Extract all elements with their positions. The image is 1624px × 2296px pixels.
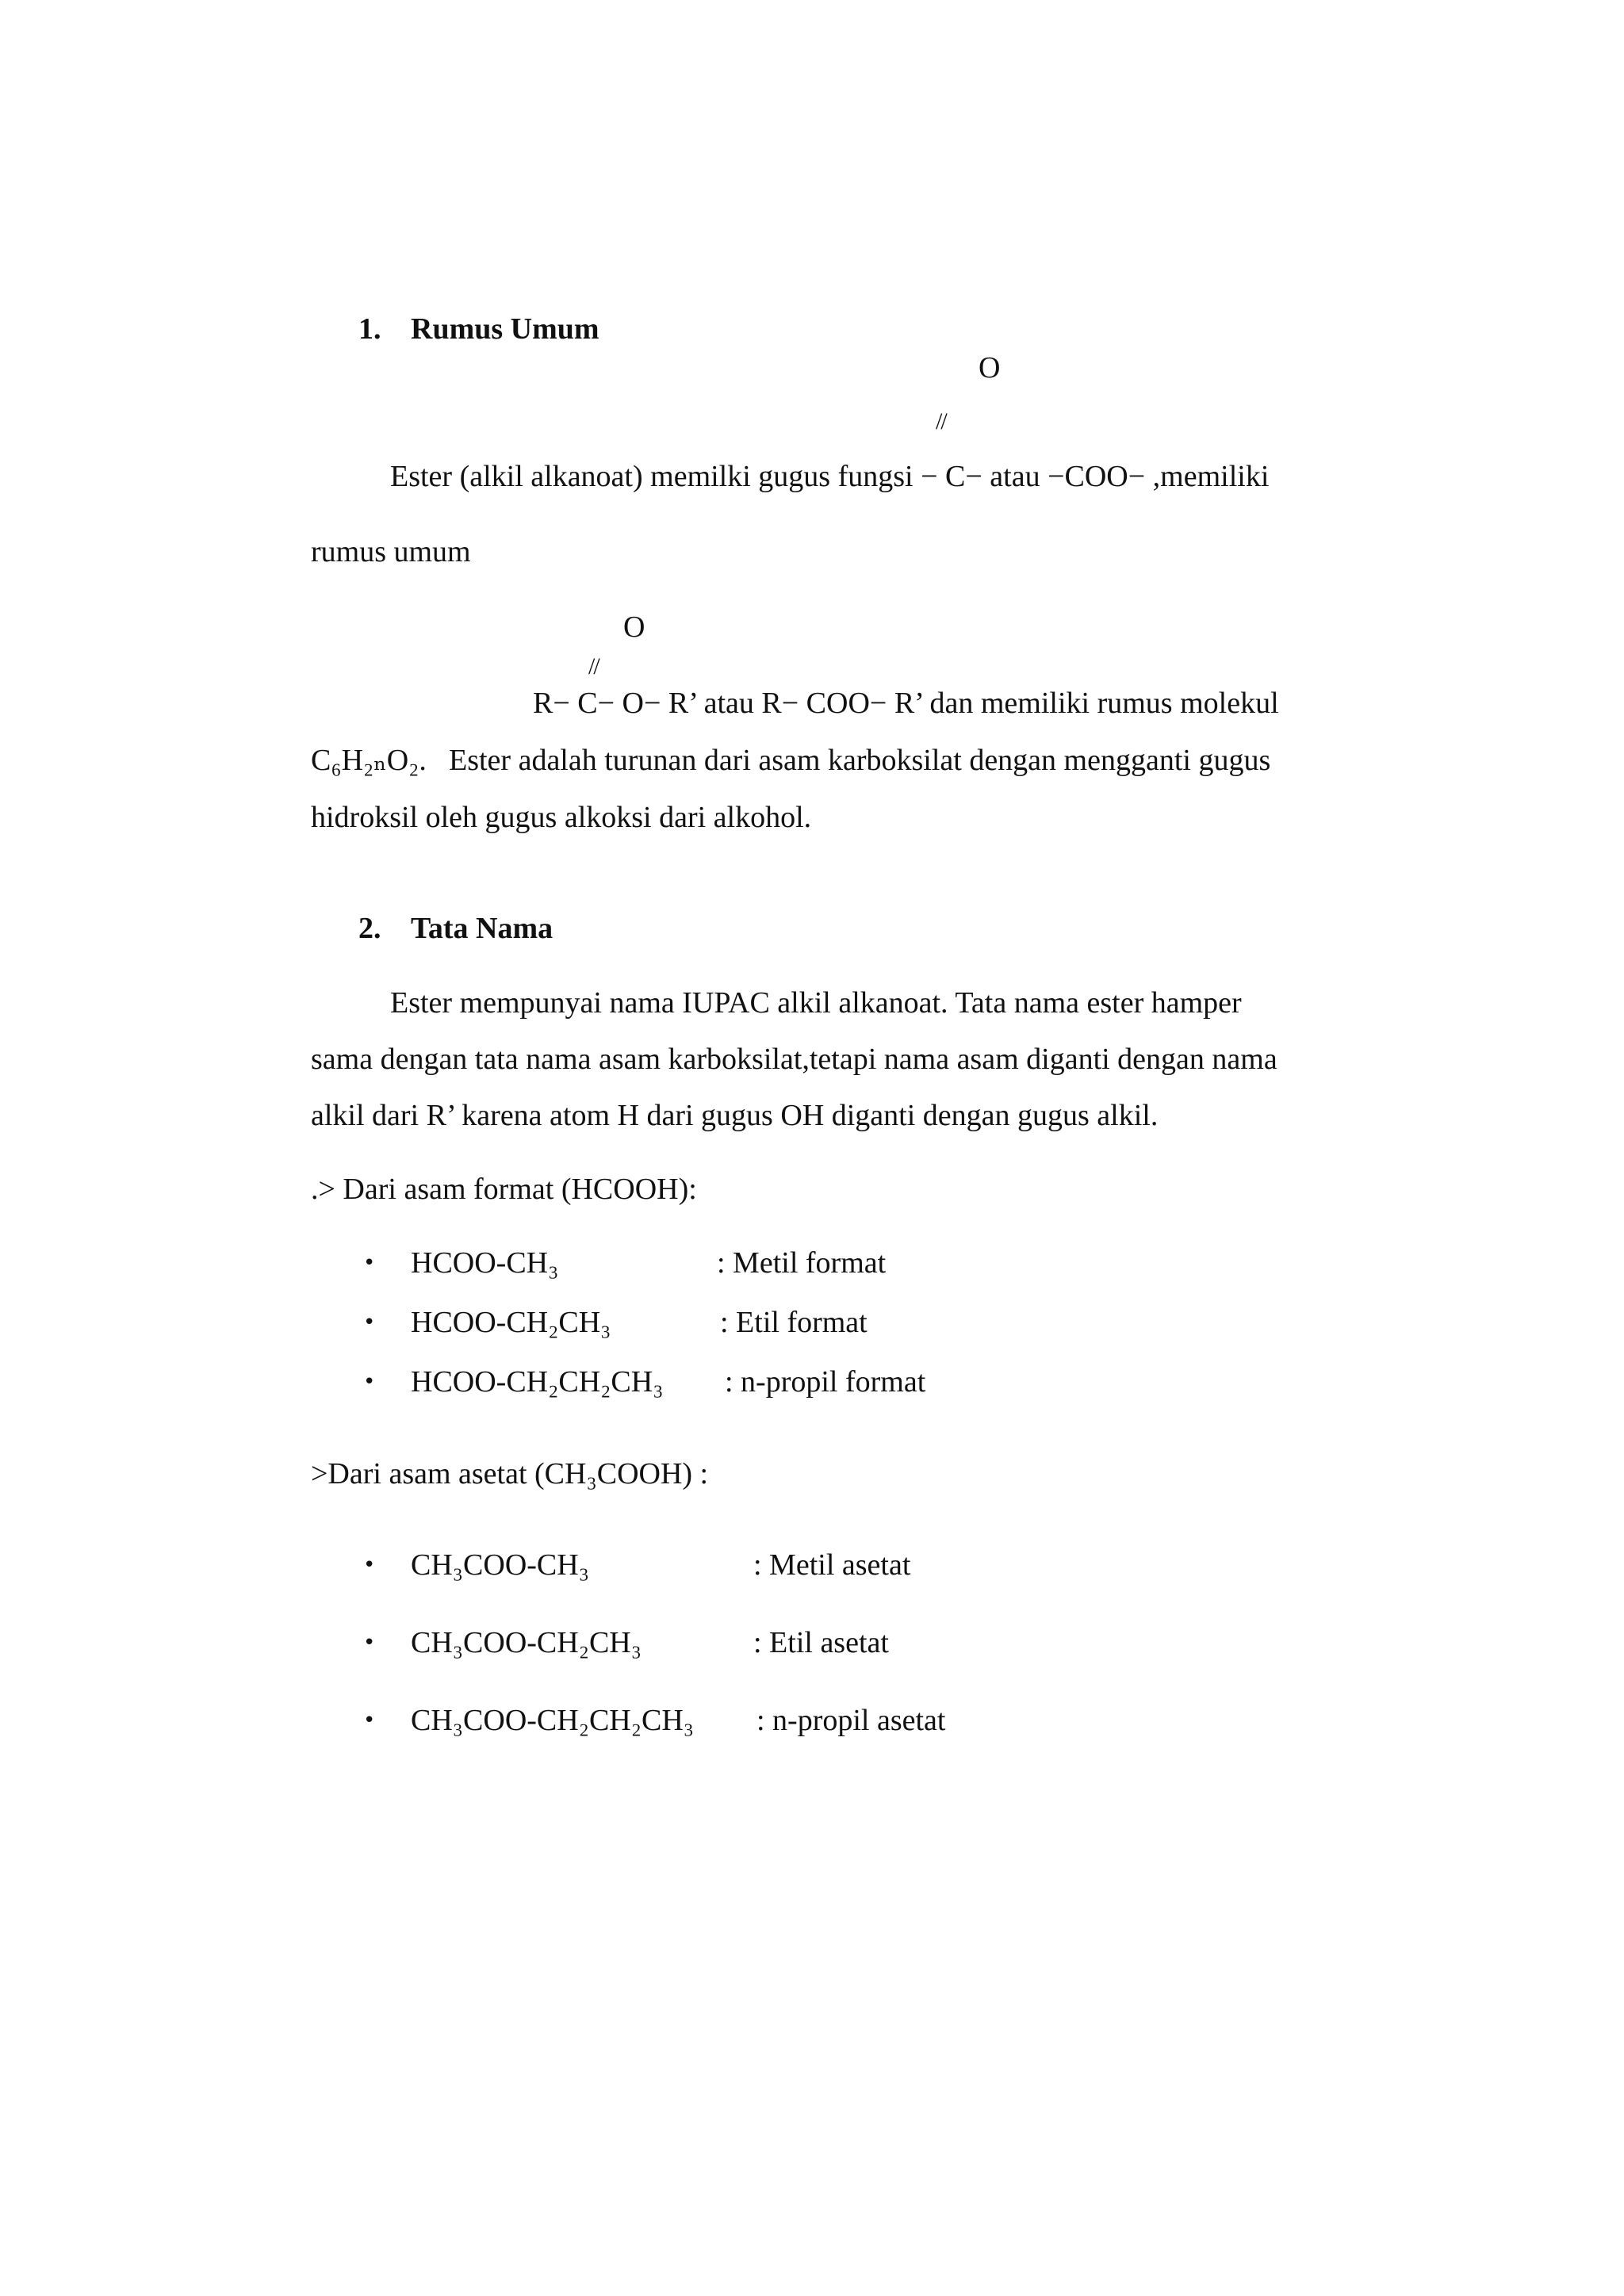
section-2-paragraph-line-3: alkil dari R’ karena atom H dari gugus OH diganti dengan gugus alkil. (311, 1099, 1159, 1132)
bullet-icon: • (363, 1370, 376, 1394)
format-item-name: : n-propil format (725, 1365, 926, 1399)
section-2-title: Tata Nama (411, 912, 553, 945)
section-1-title: Rumus Umum (411, 312, 599, 346)
asetat-item-name: : n-propil asetat (756, 1704, 946, 1737)
section-1-text-line-2: Ester adalah turunan dari asam karboksilat dengan mengganti gugus (449, 744, 1271, 777)
section-1-number: 1. (358, 312, 381, 346)
asetat-item-name: : Etil asetat (753, 1626, 889, 1659)
section-1-paragraph-line-2: rumus umum (311, 535, 471, 568)
bullet-icon: • (363, 1251, 376, 1275)
formula-double-bond-mark: // (588, 653, 599, 679)
asetat-heading: >Dari asam asetat (CH₃COOH) : (311, 1457, 709, 1490)
bullet-icon: • (363, 1631, 376, 1655)
double-bond-mark: // (936, 408, 946, 434)
bullet-icon: • (363, 1311, 376, 1334)
carbonyl-oxygen: O (979, 351, 1001, 385)
format-item-name: : Etil format (720, 1306, 868, 1339)
bullet-icon: • (363, 1553, 376, 1577)
format-item-name: : Metil format (717, 1246, 887, 1280)
formula-carbonyl-oxygen: O (623, 610, 645, 644)
asetat-item-name: : Metil asetat (753, 1548, 911, 1582)
section-1-paragraph-line-1: Ester (alkil alkanoat) memilki gugus fungsi − C− atau −COO− ,memiliki (390, 460, 1270, 493)
section-1-text-line-3: hidroksil oleh gugus alkoksi dari alkohol. (311, 801, 812, 834)
format-heading: .> Dari asam format (HCOOH): (311, 1173, 697, 1206)
bullet-icon: • (363, 1709, 376, 1732)
asetat-item-formula: CH₃COO-CH₂CH₂CH₃ (411, 1704, 695, 1737)
asetat-item-formula: CH₃COO-CH₃ (411, 1548, 589, 1582)
section-2-paragraph-line-2: sama dengan tata nama asam karboksilat,tetapi nama asam diganti dengan nama (311, 1043, 1277, 1076)
section-2-paragraph-line-1: Ester mempunyai nama IUPAC alkil alkanoat. Tata nama ester hamper (390, 986, 1242, 1020)
format-item-formula: HCOO-CH₂CH₂CH₃ (411, 1365, 664, 1399)
format-item-formula: HCOO-CH₃ (411, 1246, 559, 1280)
general-formula-line: R− C− O− R’ atau R− COO− R’ dan memiliki rumus molekul (533, 687, 1279, 720)
format-item-formula: HCOO-CH₂CH₃ (411, 1306, 611, 1339)
asetat-item-formula: CH₃COO-CH₂CH₃ (411, 1626, 642, 1659)
molecular-formula: C₆H₂ₙO₂. (311, 744, 427, 777)
section-2-number: 2. (358, 912, 381, 945)
